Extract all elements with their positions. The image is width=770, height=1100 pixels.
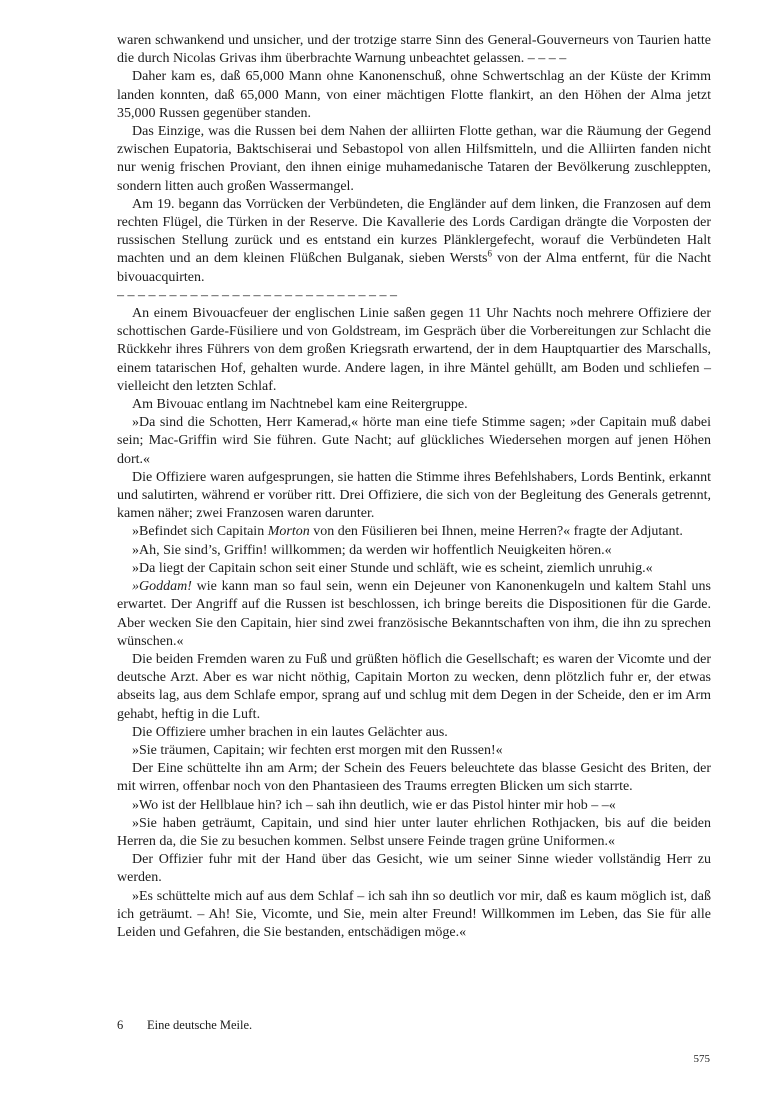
paragraph: Die Offiziere umher brachen in ein lautes Gelächter aus. — [132, 724, 448, 740]
paragraph: Das Einzige, was die Russen bei dem Nahen der alliirten Flotte gethan, war die Räumung der Gegend zwischen Eupatoria, Baktschiserai und Sebastopol von allen Hilfsmitteln, und die Alliirten fanden nicht nur wenig frischen Proviant, den ihnen einige muhamedanische Tataren der Bevölkerung zuschleppten, sondern litten auch großen Wassermangel. — [117, 124, 711, 194]
page-body — [117, 32, 711, 942]
paragraph-text: »Befindet sich Capitain — [132, 524, 268, 540]
paragraph: »Wo ist der Hellblaue hin? ich – sah ihn deutlich, wie er das Pistol hinter mir hob – –« — [132, 797, 616, 813]
paragraph-text: von der Alma entfernt, für die Nacht bivouacquirten. — [117, 251, 711, 285]
paragraph: »Ah, Sie sind’s, Griffin! willkommen; da werden wir hoffentlich Neuigkeiten hören.« — [132, 542, 612, 558]
italic-exclamation: »Goddam! — [132, 579, 192, 595]
paragraph: Daher kam es, daß 65,000 Mann ohne Kanonenschuß, ohne Schwertschlag an der Küste der Krimm landen konnten, daß 65,000 Mann, von einer mächtigen Flotte flankirt, an den Höhen der Alma jetzt 35,000 Russen gegenüber standen. — [117, 69, 711, 121]
paragraph: »Sie träumen, Capitain; wir fechten erst morgen mit den Russen!« — [132, 742, 503, 758]
paragraph: waren schwankend und unsicher, und der trotzige starre Sinn des General-Gouverneurs von Taurien hatte die durch Nicolas Grivas ihm überbrachte Warnung unbeachtet gelassen. – – – – — [117, 33, 711, 67]
paragraph-text: Am 19. begann das Vorrücken der Verbündeten, die Engländer auf dem linken, die Franzosen auf dem rechten Flügel, die Türken in der Reserve. Die Kavallerie des Lords Cardigan drängte die Vorposten der russischen Stellung zurück und es entstand ein kurzes Plänklergefecht, worauf die Verbündeten Halt machten und an dem kleinen Flüßchen Bulganak, sieben Wersts — [117, 196, 711, 267]
paragraph-text: wie kann man so faul sein, wenn ein Dejeuner von Kanonenkugeln und kaltem Stahl uns erwartet. Der Angriff auf die Russen ist beschlossen, ich bringe bereits die Dispositionen für die Garde. Aber wecken Sie den Capitain, hier sind zwei französische Bekanntschaften von ihm, die ihn zu sprechen wünschen.« — [117, 579, 711, 649]
footnote-reference[interactable]: 6 — [487, 248, 492, 259]
paragraph — [117, 578, 711, 651]
paragraph: Der Eine schüttelte ihn am Arm; der Schein des Feuers beleuchtete das blasse Gesicht des Briten, der mit wirren, offenbar noch von den Phantasieen des Traums erregten Blicken um sich starrte. — [117, 761, 711, 795]
paragraph: »Es schüttelte mich auf aus dem Schlaf – ich sah ihn so deutlich vor mir, daß es kaum möglich ist, daß ich geträumt. – Ah! Sie, Vicomte, und Sie, mein alter Freund! Willkommen im Leben, das Sie für alle Leiden und Gefahren, die Sie bestanden, entschädigen möge.« — [117, 888, 711, 940]
paragraph: Die Offiziere waren aufgesprungen, sie hatten die Stimme ihres Befehlshabers, Lords Bentink, erkannt und salutirten, während er vorüber ritt. Drei Offiziere, die sich von der Begleitung des Generals getrennt, kamen näher; zwei Franzosen waren darunter. — [117, 469, 711, 522]
section-break-dashes: – – – – – – – – – – – – – – – – – – – – – – – – – – – — [117, 287, 397, 303]
paragraph: »Da liegt der Capitain schon seit einer Stunde und schläft, wie es scheint, ziemlich unruhig.« — [132, 560, 653, 576]
paragraph — [117, 196, 711, 287]
paragraph: »Sie haben geträumt, Capitain, und sind hier unter lauter ehrlichen Rothjacken, bis auf die beiden Herren da, die Sie zu besuchen kommen. Selbst unsere Feinde tragen grüne Uniformen.« — [117, 815, 711, 849]
paragraph: Der Offizier fuhr mit der Hand über das Gesicht, wie um seiner Sinne wieder vollständig Herr zu werden. — [117, 852, 711, 886]
footnote-text: Eine deutsche Meile. — [147, 1018, 253, 1032]
page-number: 575 — [693, 1053, 710, 1065]
footnote — [117, 1018, 711, 1033]
paragraph — [117, 523, 711, 541]
paragraph: »Da sind die Schotten, Herr Kamerad,« hörte man eine tiefe Stimme sagen; »der Capitain muß dabei sein; Mac-Griffin wird Sie führen. Gute Nacht; auf glückliches Wiedersehen morgen auf jenen Höhen dort.« — [117, 415, 711, 467]
paragraph: Die beiden Fremden waren zu Fuß und grüßten höflich die Gesellschaft; es waren der Vicomte und der deutsche Arzt. Aber es war nicht nöthig, Capitain Morton zu wecken, denn plötzlich fuhr er, der etwas abseits lag, aus dem Schlafe empor, sprang auf und schlug mit dem Degen in der Scheide, den er im Arm gehabt, heftig in die Luft. — [117, 651, 711, 722]
paragraph: An einem Bivouacfeuer der englischen Linie saßen gegen 11 Uhr Nachts noch mehrere Offiziere der schottischen Garde-Füsiliere und von Goldstream, im Gespräch über die Vorbereitungen zur Schlacht die Rückkehr ihres Führers von dem großen Kriegsrath erwartend, der in dem Hauptquartier des Marschalls, einem tatarischen Hof, gehalten wurde. Andere lagen, in ihre Mäntel gehüllt, am Boden und schliefen – vielleicht den letzten Schlaf. — [117, 306, 711, 394]
paragraph: Am Bivouac entlang im Nachtnebel kam eine Reitergruppe. — [132, 397, 468, 413]
paragraph-text: von den Füsilieren bei Ihnen, meine Herren?« fragte der Adjutant. — [309, 524, 683, 540]
footnote-number: 6 — [117, 1018, 124, 1032]
italic-name: Morton — [267, 524, 310, 540]
